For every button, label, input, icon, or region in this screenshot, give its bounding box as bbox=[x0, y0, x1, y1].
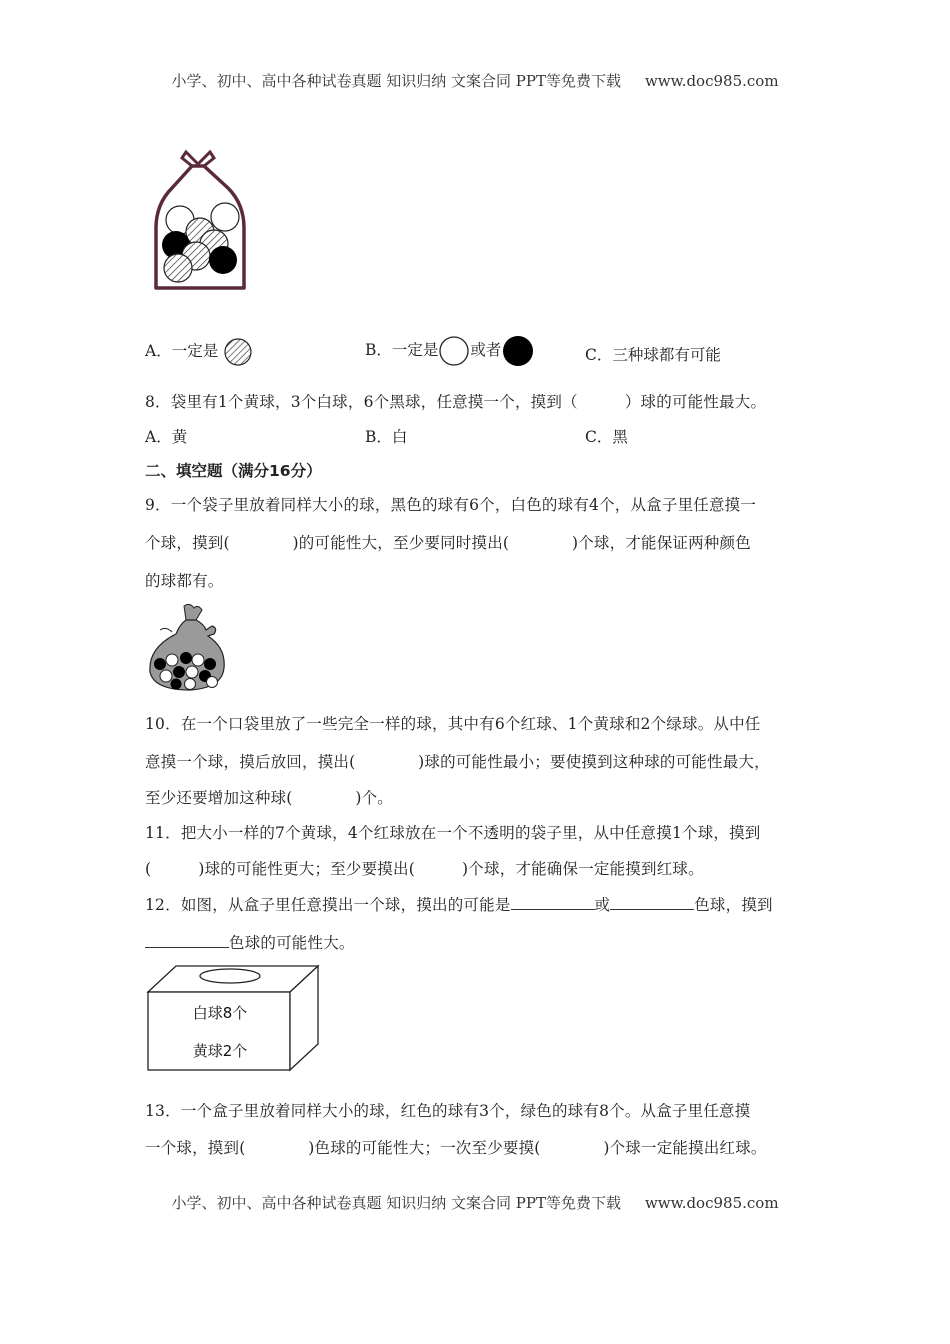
q10-line-2: 意摸一个球，摸后放回，摸出( )球的可能性最小；要使摸到这种球的可能性最大， bbox=[145, 753, 770, 771]
q7-option-b-mid: 或者 bbox=[470, 341, 502, 359]
q11-line-1: 11．把大小一样的7个黄球，4个红球放在一个不透明的袋子里，从中任意摸1个球，摸到 bbox=[145, 824, 761, 842]
q13-line-1: 13．一个盒子里放着同样大小的球，红色的球有3个，绿色的球有8个。从盒子里任意摸 bbox=[145, 1102, 751, 1120]
section-title: 二、填空题（满分16分） bbox=[145, 462, 322, 480]
q9-line-2: 个球，摸到( )的可能性大，至少要同时摸出( )个球，才能保证两种颜色 bbox=[145, 534, 751, 552]
box-label-yellow: 黄球2个 bbox=[192, 1042, 248, 1060]
q12-text-d: 色球的可能性大。 bbox=[229, 934, 355, 952]
q12-line-2 bbox=[145, 931, 815, 953]
q12-text-b: 或 bbox=[594, 896, 611, 914]
ball-sack-figure bbox=[146, 602, 230, 694]
q8-option-c: C．黑 bbox=[585, 428, 628, 446]
hatched-ball-icon bbox=[223, 337, 253, 367]
q12-text-c: 色球，摸到 bbox=[694, 896, 773, 914]
q8-option-b: B．白 bbox=[365, 428, 408, 446]
footer-text: 小学、初中、高中各种试卷真题 知识归纳 文案合同 PPT等免费下载 bbox=[171, 1194, 621, 1212]
q10-line-1: 10．在一个口袋里放了一些完全一样的球，其中有6个红球、1个黄球和2个绿球。从中任 bbox=[145, 715, 761, 733]
footer-site: www.doc985.com bbox=[644, 1194, 779, 1212]
box-label-white: 白球8个 bbox=[192, 1004, 248, 1022]
q11-line-2: ( )球的可能性更大；至少要摸出( )个球，才能确保一定能摸到红球。 bbox=[145, 860, 704, 878]
q7-option-a bbox=[145, 337, 253, 367]
q13-line-2: 一个球，摸到( )色球的可能性大；一次至少要摸( )个球一定能摸出红球。 bbox=[145, 1139, 767, 1157]
q12-blank-2[interactable] bbox=[610, 895, 694, 910]
ball-jar-figure bbox=[148, 148, 252, 296]
q7-option-b bbox=[365, 334, 535, 368]
q9-line-3: 的球都有。 bbox=[145, 572, 224, 590]
q7-option-c: C．三种球都有可能 bbox=[585, 346, 721, 364]
page-footer bbox=[0, 1192, 950, 1213]
white-ball-icon bbox=[438, 335, 470, 367]
header-text: 小学、初中、高中各种试卷真题 知识归纳 文案合同 PPT等免费下载 bbox=[171, 72, 621, 90]
q8-option-a: A．黄 bbox=[145, 428, 188, 446]
q12-text-a: 12．如图，从盒子里任意摸出一个球，摸出的可能是 bbox=[145, 896, 511, 914]
q12-line-1 bbox=[145, 893, 815, 915]
black-ball-icon bbox=[501, 334, 535, 368]
q12-blank-3[interactable] bbox=[145, 933, 229, 948]
q7-option-b-label: B．一定是 bbox=[365, 341, 439, 359]
q10-line-3: 至少还要增加这种球( )个。 bbox=[145, 789, 393, 807]
page-header bbox=[0, 70, 950, 91]
q8-question: 8．袋里有1个黄球，3个白球，6个黑球，任意摸一个，摸到（ ）球的可能性最大。 bbox=[145, 393, 767, 411]
q7-option-a-label: A．一定是 bbox=[145, 342, 219, 360]
header-site: www.doc985.com bbox=[644, 72, 779, 90]
q12-blank-1[interactable] bbox=[511, 895, 595, 910]
ball-box-figure bbox=[146, 962, 322, 1074]
q9-line-1: 9．一个袋子里放着同样大小的球，黑色的球有6个，白色的球有4个，从盒子里任意摸一 bbox=[145, 496, 757, 514]
